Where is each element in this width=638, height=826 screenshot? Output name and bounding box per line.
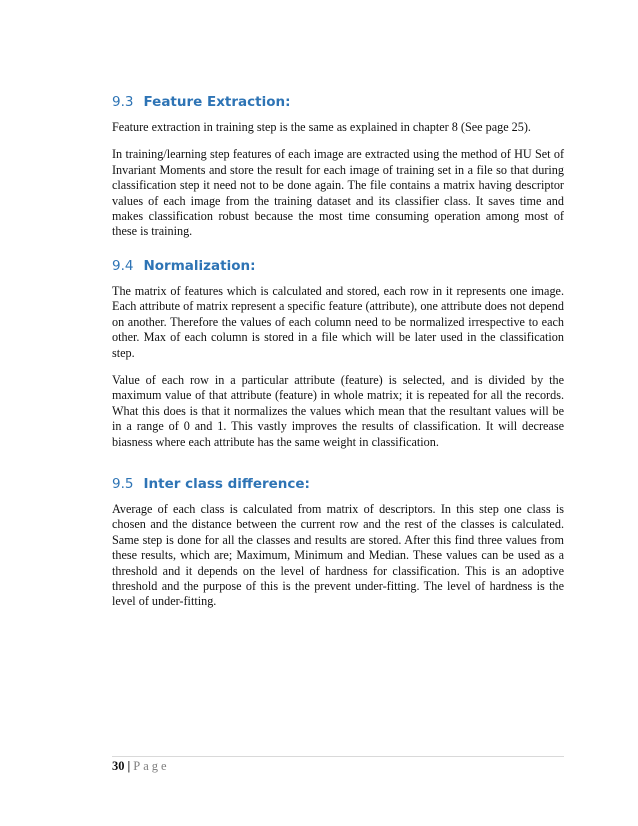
section-heading [112,258,564,274]
paragraph: Feature extraction in training step is the same as explained in chapter 8 (See page 25). [112,120,531,134]
paragraph: Average of each class is calculated from matrix of descriptors. In this step one class is chosen and the distance between the current row and the rest of the classes is calculated. Same step is done for all the classes and results are stored. After this find three values from these results, which are; Maximum, Minimum and Median. These values can be used as a threshold and it depends on the level of hardness for classification. This is an adoptive threshold and the purpose of this is the prevent under-fitting. The level of hardness is the level of under-fitting. [112,502,564,609]
page-footer [112,759,170,774]
section-feature-extraction [112,94,564,252]
section-title: Inter class difference: [143,476,310,492]
section-number: 9.4 [112,258,134,274]
section-inter-class-difference [112,476,564,622]
paragraph: Value of each row in a particular attribute (feature) is selected, and is divided by the maximum value of that attribute (feature) in whole matrix; it is repeated for all the records. What this does is that it normalizes the values which mean that the resultant values will be in a range of 0 and 1. This vastly improves the results of classification. It will decrease biasness where each attribute has the same weight in classification. [112,373,564,449]
section-title: Feature Extraction: [143,94,291,110]
footer-divider [112,756,564,757]
page-label: Page [133,759,170,773]
section-heading [112,476,564,492]
section-normalization [112,258,564,462]
paragraph: The matrix of features which is calculated and stored, each row in it represents one image. Each attribute of matrix represent a specific feature (attribute), one attribute does not depend on another. Therefore the values of each column need to be normalized irrespective to each other. Max of each column is stored in a file which will be later used in the classification step. [112,284,564,360]
paragraph: In training/learning step features of each image are extracted using the method of HU Set of Invariant Moments and store the result for each image of training set in a file so that during classification step it need not to be done again. The file contains a matrix having descriptor values of each image from the training dataset and its classifier class. It saves time and makes classification robust because the most time consuming operation among most of these is training. [112,147,564,239]
section-title: Normalization: [143,258,256,274]
footer-separator: | [127,759,131,773]
section-heading [112,94,564,110]
section-number: 9.3 [112,94,134,110]
page-number: 30 [112,759,125,773]
section-number: 9.5 [112,476,134,492]
